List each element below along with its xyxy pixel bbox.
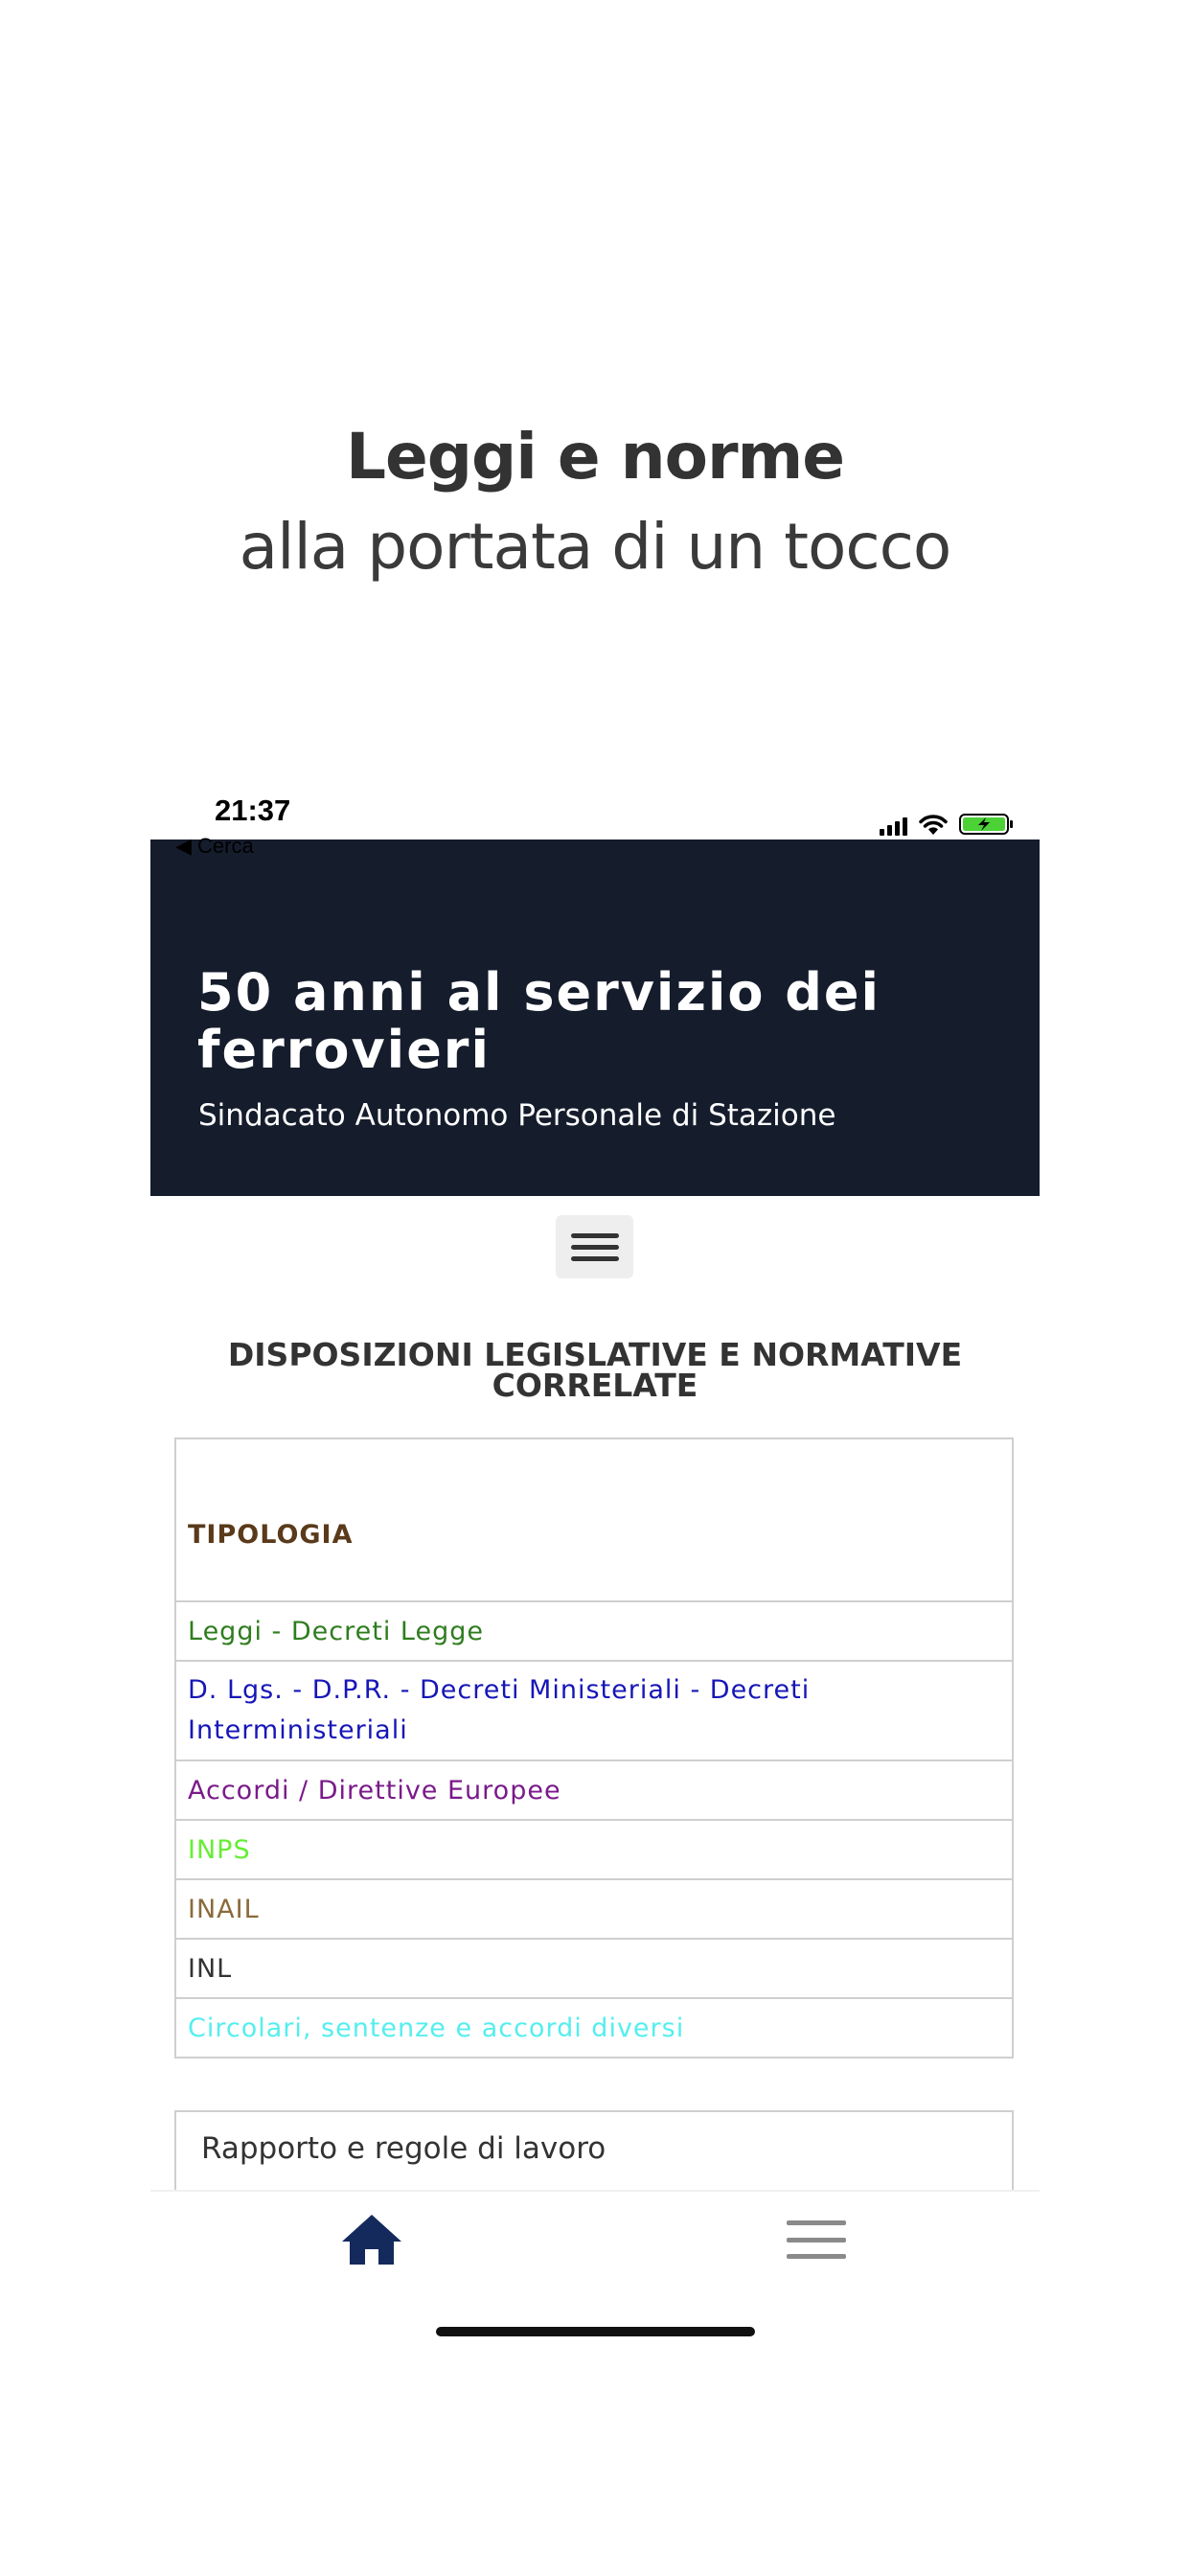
table-row[interactable] — [175, 1601, 1013, 1661]
wifi-icon — [919, 815, 948, 836]
table-cell-link[interactable]: Accordi / Direttive Europee — [175, 1760, 1013, 1820]
table-cell-link[interactable]: INPS — [175, 1820, 1013, 1879]
promo-title: Leggi e norme — [345, 420, 845, 494]
menu-bar-icon — [571, 1256, 619, 1261]
phone-screen — [150, 786, 1040, 2338]
table-header: TIPOLOGIA — [175, 1438, 1013, 1601]
table-cell-link[interactable]: D. Lgs. - D.P.R. - Decreti Ministeriali - Decreti Interministeriali — [175, 1661, 1013, 1760]
menu-toggle-button[interactable] — [556, 1215, 633, 1278]
tipologia-table — [174, 1438, 1014, 2058]
table-cell-link[interactable]: Circolari, sentenze e accordi diversi — [175, 1998, 1013, 2058]
table-cell-link[interactable]: INL — [175, 1939, 1013, 1998]
status-time: 21:37 — [215, 794, 291, 827]
bottom-tab-bar — [150, 2190, 1040, 2288]
table-row[interactable] — [175, 1661, 1013, 1760]
home-indicator[interactable] — [436, 2327, 755, 2336]
table-row[interactable] — [175, 1939, 1013, 1998]
hero-banner — [150, 840, 1040, 1196]
status-bar — [150, 786, 1040, 840]
category-card-label: Rapporto e regole di lavoro — [201, 2131, 606, 2166]
menu-bar-icon — [571, 1233, 619, 1238]
battery-icon — [959, 813, 1015, 836]
table-row[interactable] — [175, 1820, 1013, 1879]
status-icons — [880, 813, 1015, 836]
table-cell-link[interactable]: INAIL — [175, 1879, 1013, 1939]
table-row[interactable] — [175, 1879, 1013, 1939]
banner-title: 50 anni al servizio dei ferrovieri — [197, 962, 881, 1080]
signal-icon — [880, 816, 907, 836]
banner-subtitle: Sindacato Autonomo Personale di Stazione — [198, 1098, 836, 1133]
section-heading: DISPOSIZIONI LEGISLATIVE E NORMATIVE CORRELATE — [227, 1336, 963, 1404]
table-header-row — [175, 1438, 1013, 1601]
promo-subtitle: alla portata di un tocco — [239, 510, 951, 584]
hamburger-icon[interactable] — [787, 2220, 846, 2259]
home-icon[interactable] — [340, 2213, 403, 2266]
menu-bar-icon — [571, 1245, 619, 1250]
back-link[interactable]: ◀ Cerca — [175, 834, 254, 858]
table-cell-link[interactable]: Leggi - Decreti Legge — [175, 1601, 1013, 1661]
table-row[interactable] — [175, 1998, 1013, 2058]
table-row[interactable] — [175, 1760, 1013, 1820]
